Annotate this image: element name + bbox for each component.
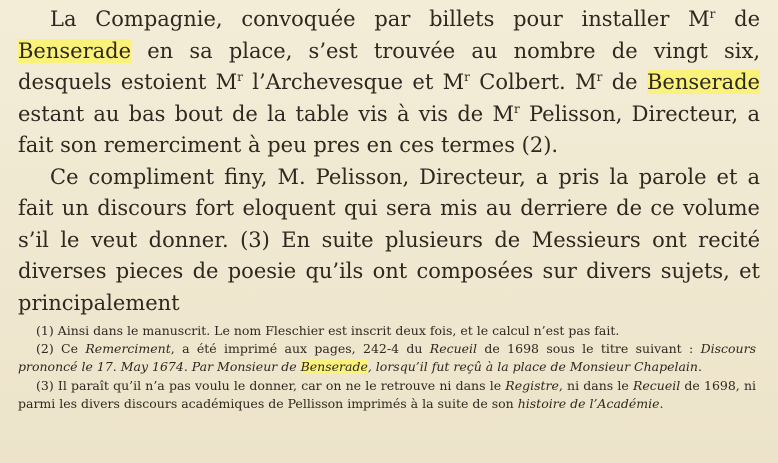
- superscript: r: [596, 70, 603, 84]
- italic-run: Registre: [505, 377, 559, 393]
- highlighted-name: Benserade: [18, 38, 132, 63]
- footnote-2: [18, 340, 756, 376]
- superscript: r: [513, 101, 520, 116]
- text-run: , ni dans le: [558, 377, 633, 393]
- superscript: r: [464, 70, 470, 84]
- text-run: (2) Ce: [36, 341, 86, 357]
- main-text: [18, 4, 760, 319]
- text-run: La Compagnie, convoquée par billets pour installer M: [50, 7, 710, 31]
- text-run: , a été imprimé aux pages, 242-4 du: [170, 341, 430, 357]
- text-run: de 1698 sous le titre suivant :: [477, 341, 701, 357]
- text-run: estant au bas bout de la table vis à vis de M: [18, 101, 514, 126]
- text-run: en sa place, s’est trouvée au nombre de vingt six, desquels estoient M: [18, 38, 760, 94]
- footnotes: [18, 322, 756, 413]
- text-run: de: [602, 70, 647, 94]
- text-run: l’Archevesque et M: [242, 70, 465, 94]
- italic-run: Recueil: [632, 377, 681, 393]
- text-run: de: [715, 7, 760, 31]
- footnote-3: [18, 377, 756, 413]
- text-run: Pelisson, Directeur, a fait son remerciment à peu pres en ces termes (2).: [18, 101, 760, 157]
- text-run: Colbert. M: [469, 70, 597, 94]
- highlighted-name: Benserade: [646, 70, 760, 94]
- footnote-1: (1) Ainsi dans le manuscrit. Le nom Fleschier est inscrit deux fois, et le calcul n’est pas fait.: [36, 323, 620, 338]
- italic-run: Remerciment: [85, 341, 171, 357]
- text-run: (3) Il paraît qu’il n’a pas voulu le donner, car on ne le retrouve ni dans le: [36, 377, 506, 393]
- paragraph-1: [18, 4, 760, 162]
- text-run: .: [697, 359, 702, 375]
- italic-run: Recueil: [429, 341, 478, 357]
- text-run: .: [659, 395, 664, 411]
- italic-run: Discours prononcé le 17. May 1674. Par Monsieur de: [18, 341, 756, 375]
- highlighted-name: Benserade: [300, 359, 368, 375]
- italic-run: histoire de l’Académie: [517, 395, 660, 411]
- paragraph-2: Ce compliment finy, M. Pelisson, Directeur, a pris la parole et a fait un discours fort eloquent qui sera mis au derriere de ce volume s’il le veut donner. (3) En suite plusieurs de Messieurs ont recité diverses pieces de poesie qu’ils ont composées sur divers sujets, et principalement: [18, 164, 760, 315]
- superscript: r: [237, 70, 243, 84]
- superscript: r: [709, 7, 716, 21]
- italic-run: , lorsqu’il fut reçû à la place de Monsieur Chapelain: [367, 359, 698, 375]
- text-run: de 1698, ni parmi les divers discours académiques de Pellisson imprimés à la suite de son: [18, 377, 757, 411]
